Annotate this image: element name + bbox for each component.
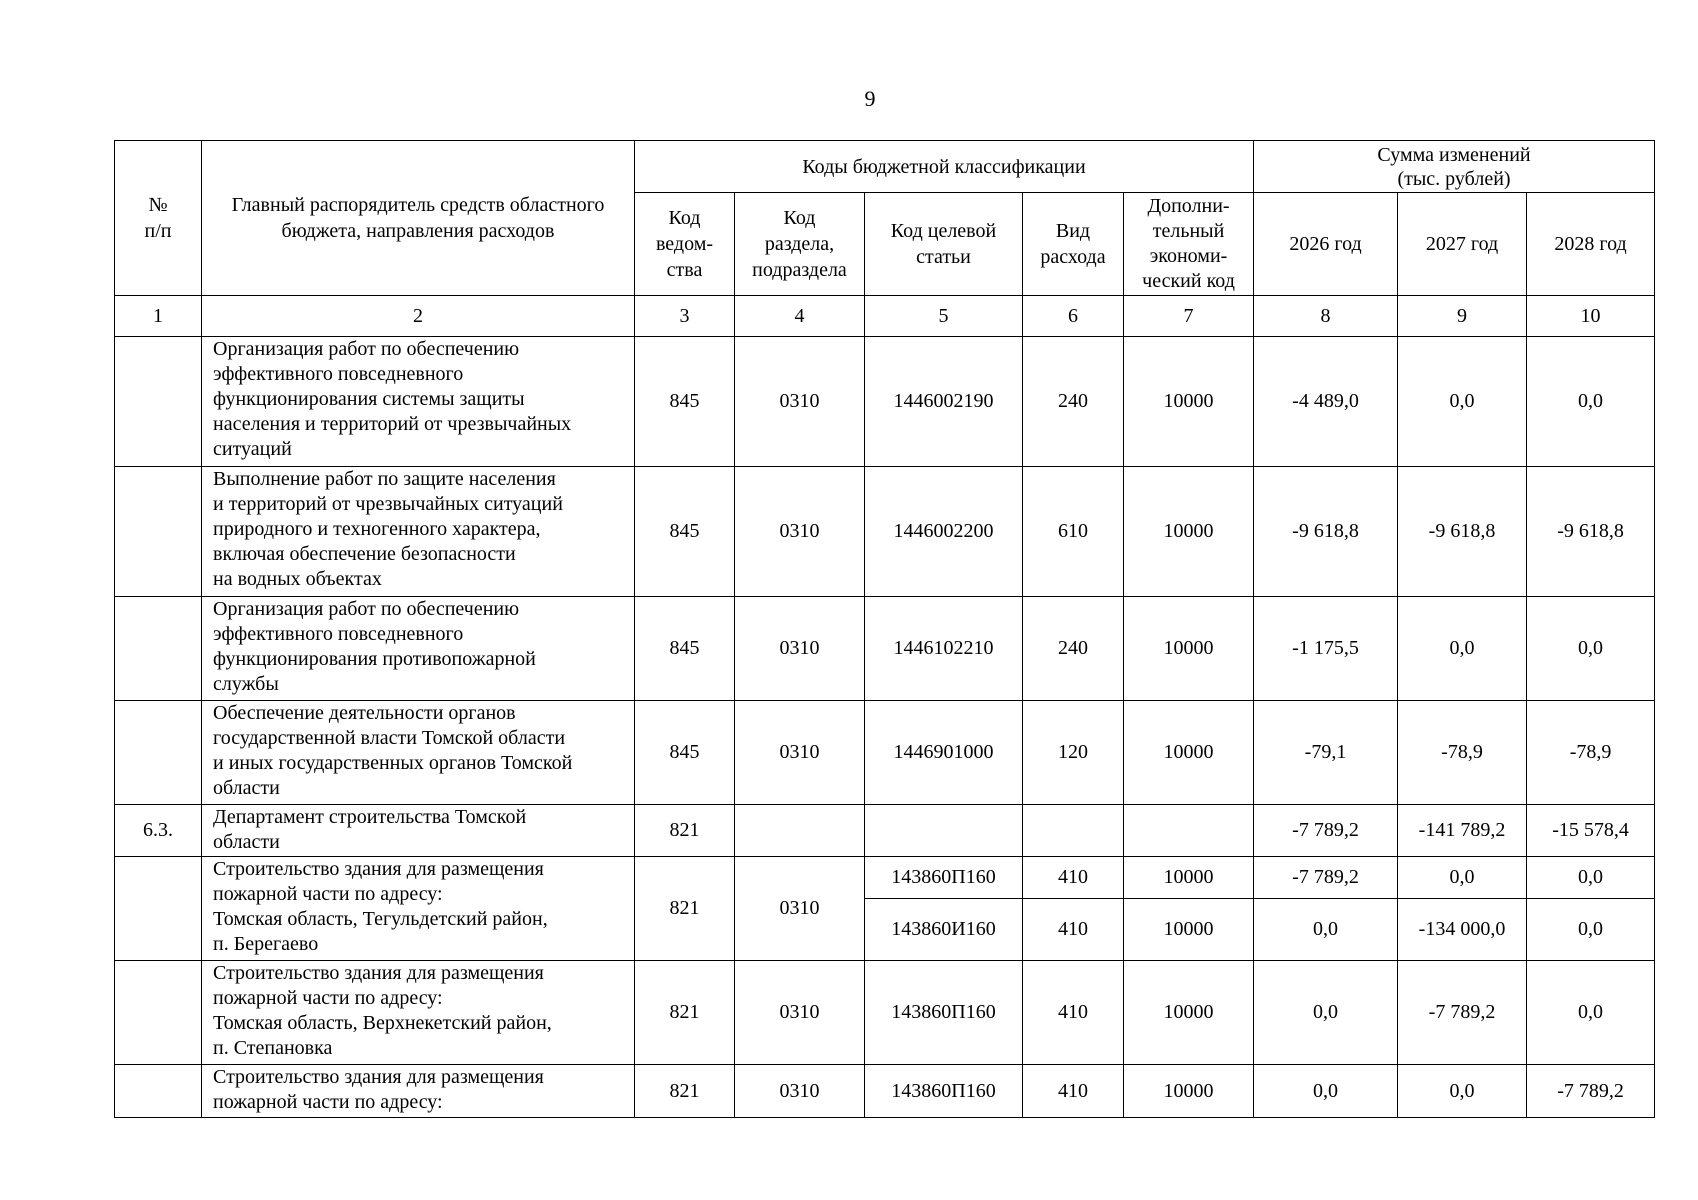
page-number: 9 xyxy=(864,86,876,111)
row-ved: 821 xyxy=(635,1065,735,1118)
row-num xyxy=(115,1065,202,1118)
row-2026: 0,0 xyxy=(1254,899,1398,961)
row-num xyxy=(115,701,202,805)
row-dop: 10000 xyxy=(1124,1065,1254,1118)
row-description: Департамент строительства Томской области xyxy=(202,805,635,857)
header-col-vid: Вид расхода xyxy=(1023,193,1124,296)
row-2027: 0,0 xyxy=(1398,857,1527,899)
row-razd: 0310 xyxy=(735,337,865,467)
row-num xyxy=(115,337,202,467)
column-number: 7 xyxy=(1124,296,1254,337)
row-cel: 143860И160 xyxy=(865,899,1023,961)
row-ved: 821 xyxy=(635,961,735,1065)
header-main: Главный распорядитель средств областного бюджета, направления расходов xyxy=(202,141,635,296)
column-number: 2 xyxy=(202,296,635,337)
row-2026: 0,0 xyxy=(1254,1065,1398,1118)
header-num: № п/п xyxy=(115,141,202,296)
row-description: Строительство здания для размещения пожарной части по адресу: Томская область, Тегульдетский район, п. Берегаево xyxy=(202,857,635,961)
row-ved: 845 xyxy=(635,467,735,597)
table-row xyxy=(115,857,1655,899)
row-2026: -4 489,0 xyxy=(1254,337,1398,467)
row-2026: -9 618,8 xyxy=(1254,467,1398,597)
row-2027: -141 789,2 xyxy=(1398,805,1527,857)
row-description: Организация работ по обеспечению эффективного повседневного функционирования противопожарной службы xyxy=(202,597,635,701)
row-2027: 0,0 xyxy=(1398,337,1527,467)
row-2027: -134 000,0 xyxy=(1398,899,1527,961)
column-number: 3 xyxy=(635,296,735,337)
row-vid: 410 xyxy=(1023,857,1124,899)
row-dop: 10000 xyxy=(1124,961,1254,1065)
row-vid: 610 xyxy=(1023,467,1124,597)
column-number: 9 xyxy=(1398,296,1527,337)
row-cel: 143860П160 xyxy=(865,1065,1023,1118)
column-number: 8 xyxy=(1254,296,1398,337)
row-dop: 10000 xyxy=(1124,337,1254,467)
row-2028: 0,0 xyxy=(1527,857,1655,899)
row-2026: -7 789,2 xyxy=(1254,857,1398,899)
row-dop: 10000 xyxy=(1124,467,1254,597)
column-number: 1 xyxy=(115,296,202,337)
header-col-2028: 2028 год xyxy=(1527,193,1655,296)
row-2026: -1 175,5 xyxy=(1254,597,1398,701)
row-ved: 845 xyxy=(635,597,735,701)
row-vid: 410 xyxy=(1023,899,1124,961)
header-row-1 xyxy=(115,141,1655,193)
row-2028: 0,0 xyxy=(1527,337,1655,467)
header-sum-group: Сумма изменений (тыс. рублей) xyxy=(1254,141,1655,193)
row-razd: 0310 xyxy=(735,597,865,701)
row-vid: 120 xyxy=(1023,701,1124,805)
row-cel: 1446102210 xyxy=(865,597,1023,701)
row-vid xyxy=(1023,805,1124,857)
row-razd: 0310 xyxy=(735,467,865,597)
row-2026: -79,1 xyxy=(1254,701,1398,805)
row-2028: -9 618,8 xyxy=(1527,467,1655,597)
column-number: 4 xyxy=(735,296,865,337)
row-ved: 845 xyxy=(635,337,735,467)
row-2026: 0,0 xyxy=(1254,961,1398,1065)
row-dop: 10000 xyxy=(1124,701,1254,805)
table-row xyxy=(115,597,1655,701)
row-ved: 845 xyxy=(635,701,735,805)
row-description: Строительство здания для размещения пожарной части по адресу: Томская область, Верхнекетский район, п. Степановка xyxy=(202,961,635,1065)
row-cel: 1446002190 xyxy=(865,337,1023,467)
row-2028: 0,0 xyxy=(1527,961,1655,1065)
column-number: 5 xyxy=(865,296,1023,337)
table-row xyxy=(115,467,1655,597)
row-cel: 143860П160 xyxy=(865,857,1023,899)
row-description: Организация работ по обеспечению эффективного повседневного функционирования системы защиты населения и территорий от чрезвычайных ситуаций xyxy=(202,337,635,467)
table-row xyxy=(115,805,1655,857)
table-row xyxy=(115,337,1655,467)
row-razd: 0310 xyxy=(735,1065,865,1118)
row-num xyxy=(115,597,202,701)
row-description: Строительство здания для размещения пожарной части по адресу: xyxy=(202,1065,635,1118)
row-cel: 143860П160 xyxy=(865,961,1023,1065)
row-num: 6.3. xyxy=(115,805,202,857)
row-dop xyxy=(1124,805,1254,857)
header-col-celevoy: Код целевой статьи xyxy=(865,193,1023,296)
row-num xyxy=(115,961,202,1065)
row-2028: -15 578,4 xyxy=(1527,805,1655,857)
row-ved: 821 xyxy=(635,857,735,961)
row-2027: -9 618,8 xyxy=(1398,467,1527,597)
row-description: Выполнение работ по защите населения и территорий от чрезвычайных ситуаций природного и техногенного характера, включая обеспечение безопасности на водных объектах xyxy=(202,467,635,597)
row-razd xyxy=(735,805,865,857)
row-2028: 0,0 xyxy=(1527,597,1655,701)
row-vid: 240 xyxy=(1023,337,1124,467)
row-2026: -7 789,2 xyxy=(1254,805,1398,857)
row-dop: 10000 xyxy=(1124,597,1254,701)
row-description: Обеспечение деятельности органов государственной власти Томской области и иных государственных органов Томской области xyxy=(202,701,635,805)
row-2027: 0,0 xyxy=(1398,597,1527,701)
row-2027: -78,9 xyxy=(1398,701,1527,805)
header-col-vedomstva: Код ведом- ства xyxy=(635,193,735,296)
row-vid: 410 xyxy=(1023,961,1124,1065)
header-col-razdel: Код раздела, подраздела xyxy=(735,193,865,296)
row-2027: -7 789,2 xyxy=(1398,961,1527,1065)
row-2028: 0,0 xyxy=(1527,899,1655,961)
row-2028: -78,9 xyxy=(1527,701,1655,805)
column-number: 10 xyxy=(1527,296,1655,337)
row-razd: 0310 xyxy=(735,701,865,805)
row-2028: -7 789,2 xyxy=(1527,1065,1655,1118)
row-cel xyxy=(865,805,1023,857)
row-razd: 0310 xyxy=(735,961,865,1065)
header-col-2027: 2027 год xyxy=(1398,193,1527,296)
header-col-2026: 2026 год xyxy=(1254,193,1398,296)
row-cel: 1446002200 xyxy=(865,467,1023,597)
row-vid: 240 xyxy=(1023,597,1124,701)
header-col-dop: Дополни- тельный экономи- ческий код xyxy=(1124,193,1254,296)
row-num xyxy=(115,857,202,961)
row-num xyxy=(115,467,202,597)
row-vid: 410 xyxy=(1023,1065,1124,1118)
table-row xyxy=(115,961,1655,1065)
header-codes-group: Коды бюджетной классификации xyxy=(635,141,1254,193)
column-number-row xyxy=(115,296,1655,337)
column-number: 6 xyxy=(1023,296,1124,337)
row-dop: 10000 xyxy=(1124,899,1254,961)
row-2027: 0,0 xyxy=(1398,1065,1527,1118)
row-dop: 10000 xyxy=(1124,857,1254,899)
row-cel: 1446901000 xyxy=(865,701,1023,805)
table-row xyxy=(115,701,1655,805)
budget-table xyxy=(114,140,1655,1118)
row-razd: 0310 xyxy=(735,857,865,961)
table-row xyxy=(115,1065,1655,1118)
row-ved: 821 xyxy=(635,805,735,857)
